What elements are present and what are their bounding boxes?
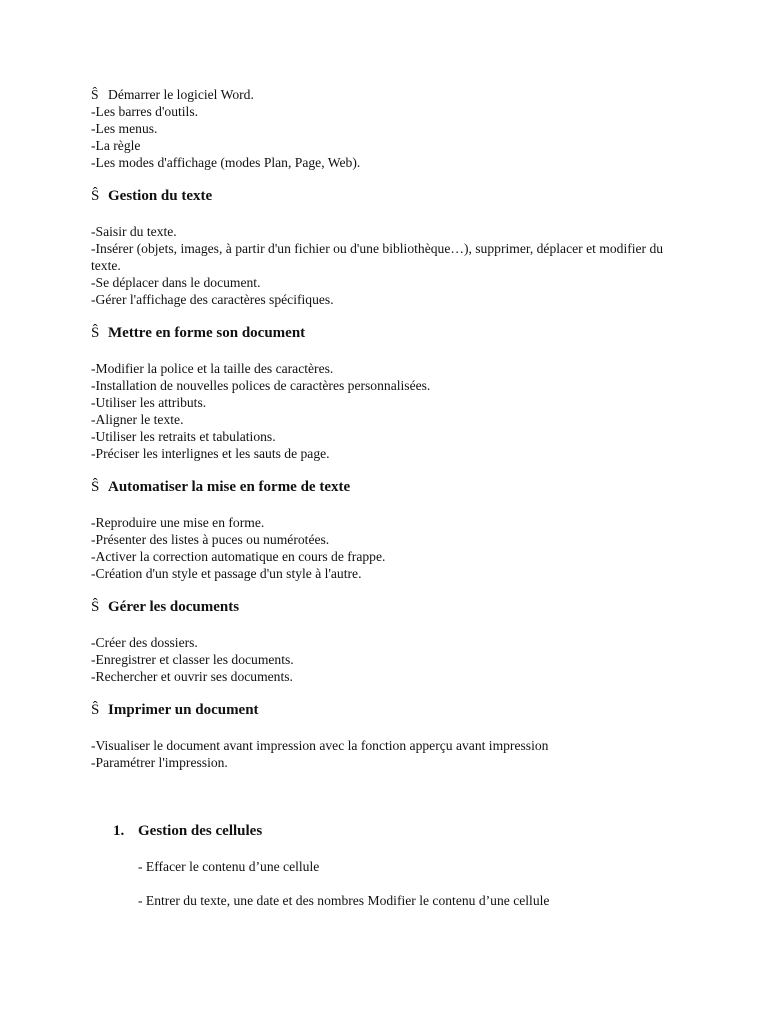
list-item: -Rechercher et ouvrir ses documents.: [91, 669, 293, 684]
section-heading-gestion-texte: Ŝ Gestion du texte: [91, 188, 213, 204]
list-item: -Modifier la police et la taille des caractères.: [91, 361, 334, 376]
list-item: -Reproduire une mise en forme.: [91, 515, 265, 530]
list-item: -Enregistrer et classer les documents.: [91, 652, 294, 667]
section-heading-imprimer: Ŝ Imprimer un document: [91, 702, 259, 718]
list-item: -Visualiser le document avant impression avec la fonction apperçu avant impression: [91, 738, 549, 753]
section-heading-gerer-documents: Ŝ Gérer les documents: [91, 599, 240, 615]
list-item: -Préciser les interlignes et les sauts de page.: [91, 446, 330, 461]
list-item: -Aligner le texte.: [91, 412, 184, 427]
intro-item: -La règle: [91, 138, 141, 153]
list-item: -Utiliser les retraits et tabulations.: [91, 429, 276, 444]
bullet-icon: Ŝ: [91, 702, 100, 718]
bullet-icon: Ŝ: [91, 479, 100, 495]
list-item: -Saisir du texte.: [91, 224, 177, 239]
intro-item: -Les barres d'outils.: [91, 104, 199, 119]
list-item: -Utiliser les attributs.: [91, 395, 207, 410]
list-item: -Se déplacer dans le document.: [91, 275, 261, 290]
section-heading-automatiser: Ŝ Automatiser la mise en forme de texte: [91, 479, 351, 495]
list-number: 1.: [113, 823, 125, 839]
list-item: -Présenter des listes à puces ou numérotées.: [91, 532, 330, 547]
list-item: -Créer des dossiers.: [91, 635, 198, 650]
list-item: -Création d'un style et passage d'un style à l'autre.: [91, 566, 362, 581]
intro-item: -Les menus.: [91, 121, 158, 136]
bullet-icon: Ŝ: [91, 87, 99, 102]
numbered-heading-gestion-cellules: 1. Gestion des cellules: [113, 823, 263, 839]
list-item: -Insérer (objets, images, à partir d'un fichier ou d'une bibliothèque…), supprimer, déplacer et modifier du texte.: [91, 241, 664, 273]
intro-item: -Les modes d'affichage (modes Plan, Page, Web).: [91, 155, 361, 170]
sub-list-item: - Effacer le contenu d’une cellule: [138, 859, 320, 874]
section-heading-mise-en-forme: Ŝ Mettre en forme son document: [91, 325, 306, 341]
bullet-icon: Ŝ: [91, 188, 100, 204]
bullet-icon: Ŝ: [91, 325, 100, 341]
list-item: -Paramétrer l'impression.: [91, 755, 228, 770]
list-item: -Installation de nouvelles polices de caractères personnalisées.: [91, 378, 431, 393]
sub-list-item: - Entrer du texte, une date et des nombres Modifier le contenu d’une cellule: [138, 893, 550, 908]
bullet-icon: Ŝ: [91, 599, 100, 615]
list-item: -Gérer l'affichage des caractères spécifiques.: [91, 292, 334, 307]
intro-first-line: Ŝ Démarrer le logiciel Word.: [91, 87, 254, 102]
list-item: -Activer la correction automatique en cours de frappe.: [91, 549, 386, 564]
